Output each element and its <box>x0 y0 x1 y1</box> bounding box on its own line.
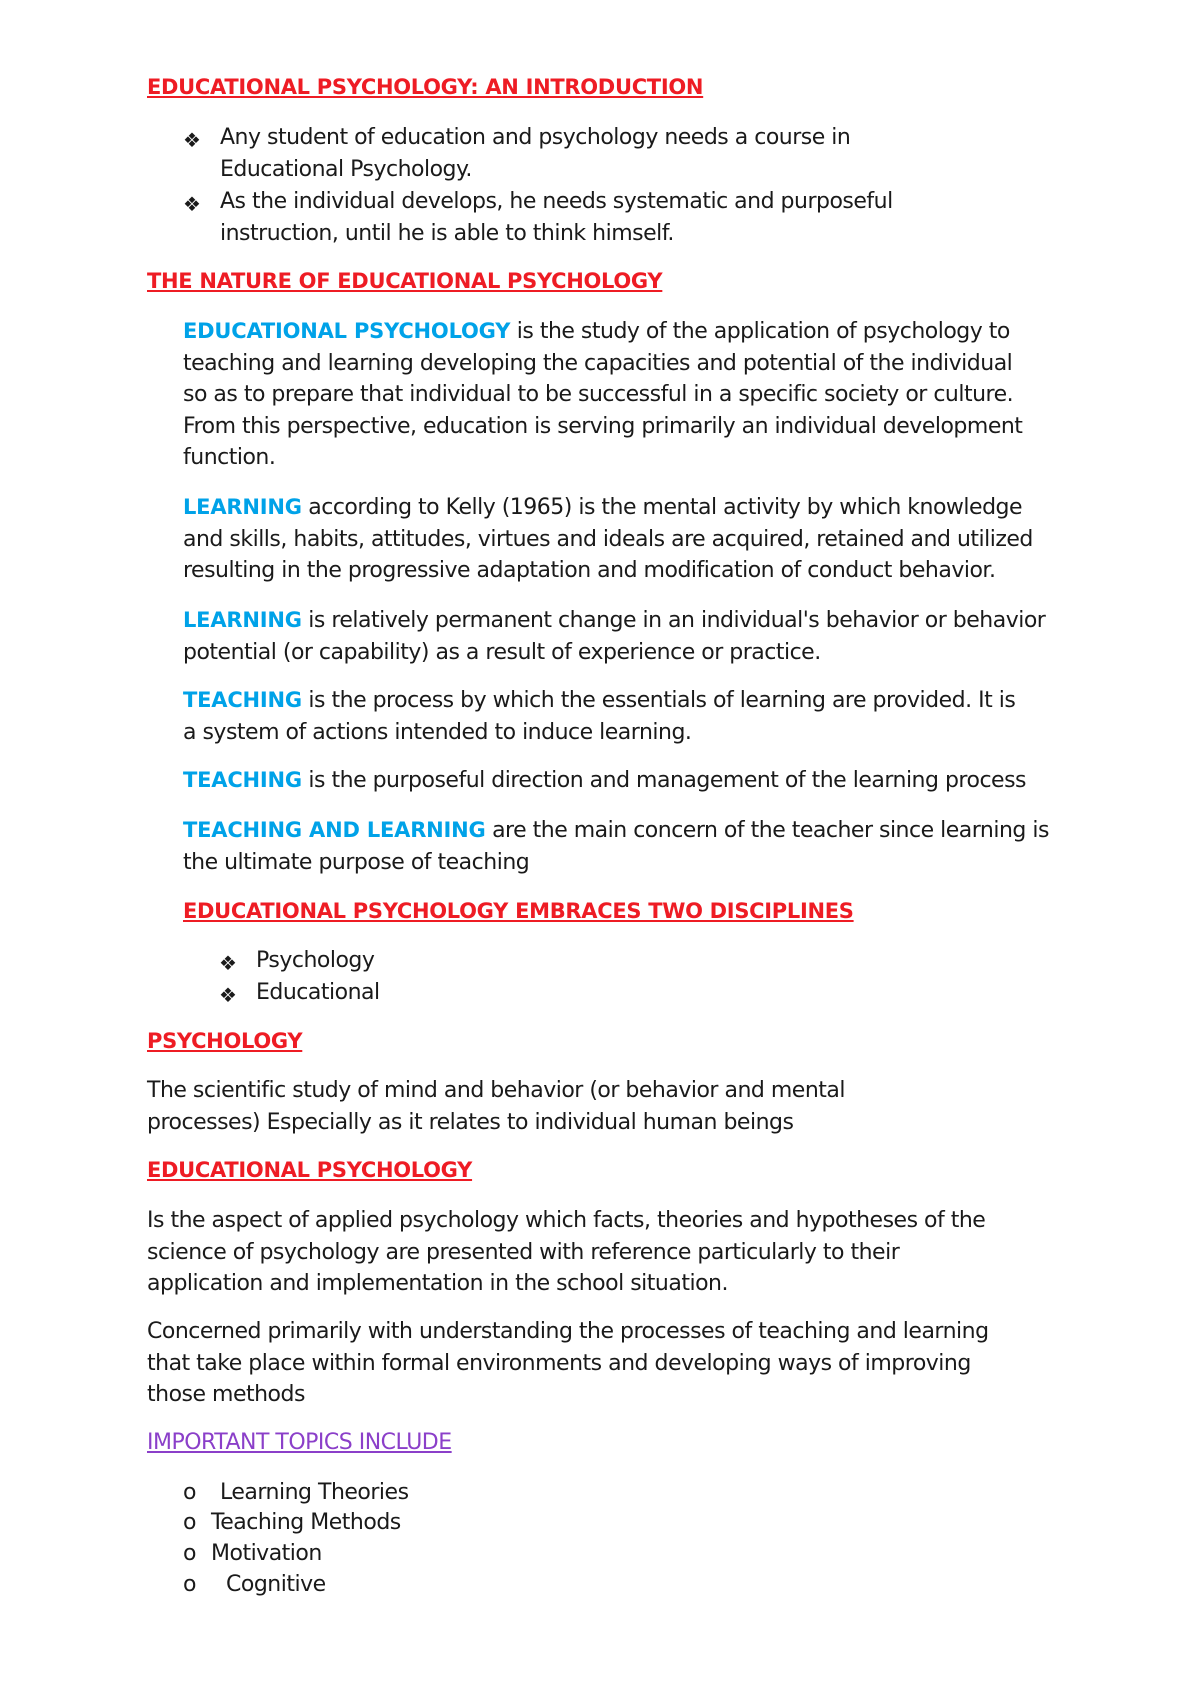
text-line: instruction, until he is able to think himself. <box>220 220 674 246</box>
definition-text: are the main concern of the teacher since learning is <box>485 818 1049 843</box>
psychology-heading: PSYCHOLOGY <box>147 1029 303 1053</box>
discipline-item: Educational <box>256 980 380 1005</box>
definition-term: EDUCATIONAL PSYCHOLOGY <box>183 319 511 343</box>
edpsych-paragraph-2 <box>147 1316 989 1411</box>
text-line: Is the aspect of applied psychology which facts, theories and hypotheses of the <box>147 1208 986 1233</box>
bullet-icon: ❖ <box>183 128 201 152</box>
nature-heading: THE NATURE OF EDUCATIONAL PSYCHOLOGY <box>147 269 663 293</box>
text-line: science of psychology are presented with reference particularly to their <box>147 1239 900 1265</box>
topics-heading: IMPORTANT TOPICS INCLUDE <box>147 1430 452 1455</box>
text-line: Educational Psychology. <box>220 156 472 182</box>
text-line: the ultimate purpose of teaching <box>183 849 530 875</box>
topic-item: Cognitive <box>226 1572 326 1597</box>
definition-learning-change <box>183 605 1045 668</box>
definition-learning-kelly <box>183 492 1033 587</box>
text-line: a system of actions intended to induce learning. <box>183 719 692 745</box>
text-line: function. <box>183 445 276 470</box>
definition-text: is the study of the application of psychology to <box>510 319 1010 344</box>
intro-bullet-1 <box>220 122 850 185</box>
topic-item: Teaching Methods <box>211 1510 401 1535</box>
definition-text: is the process by which the essentials of learning are provided. It is <box>301 688 1016 713</box>
text-line: teaching and learning developing the capacities and potential of the individual <box>183 350 1013 376</box>
intro-bullet-2 <box>220 186 893 249</box>
psychology-definition <box>147 1075 845 1138</box>
edpsych-paragraph-1 <box>147 1205 985 1300</box>
intro-heading: EDUCATIONAL PSYCHOLOGY: AN INTRODUCTION <box>147 75 704 99</box>
definition-educational-psychology <box>183 316 1022 474</box>
definition-text: is relatively permanent change in an individual's behavior or behavior <box>301 608 1046 633</box>
list-marker: o <box>183 1541 196 1566</box>
bullet-icon: ❖ <box>183 192 201 216</box>
definition-term: TEACHING AND LEARNING <box>183 818 486 842</box>
definition-term: LEARNING <box>183 608 302 632</box>
text-line: those methods <box>147 1382 305 1407</box>
topic-item: Learning Theories <box>220 1480 409 1505</box>
text-line: that take place within formal environments and developing ways of improving <box>147 1350 971 1376</box>
text-line: The scientific study of mind and behavior (or behavior and mental <box>147 1078 845 1103</box>
text-line: application and implementation in the school situation. <box>147 1271 728 1296</box>
text-line: Concerned primarily with understanding the processes of teaching and learning <box>147 1319 989 1344</box>
topic-item: Motivation <box>211 1541 322 1566</box>
definition-term: LEARNING <box>183 495 302 519</box>
text-line: and skills, habits, attitudes, virtues and ideals are acquired, retained and utilized <box>183 526 1033 552</box>
definition-term: TEACHING <box>183 688 302 712</box>
definition-teaching-direction <box>183 765 1026 797</box>
text-line: so as to prepare that individual to be successful in a specific society or culture. <box>183 382 1014 407</box>
text-line: processes) Especially as it relates to individual human beings <box>147 1109 794 1135</box>
definition-teaching-process <box>183 685 1015 748</box>
definition-text: is the purposeful direction and management of the learning process <box>301 768 1026 793</box>
text-line: potential (or capability) as a result of experience or practice. <box>183 639 821 665</box>
text-line: resulting in the progressive adaptation and modification of conduct behavior. <box>183 558 996 583</box>
text-line: As the individual develops, he needs systematic and purposeful <box>220 189 893 214</box>
text-line: Any student of education and psychology needs a course in <box>220 125 851 150</box>
bullet-icon: ❖ <box>219 983 237 1007</box>
list-marker: o <box>183 1572 196 1597</box>
definition-term: TEACHING <box>183 768 302 792</box>
discipline-item: Psychology <box>256 948 375 973</box>
definition-text: according to Kelly (1965) is the mental activity by which knowledge <box>301 495 1023 520</box>
disciplines-heading: EDUCATIONAL PSYCHOLOGY EMBRACES TWO DISCIPLINES <box>183 899 854 923</box>
text-line: From this perspective, education is serving primarily an individual development <box>183 413 1023 439</box>
edpsych-heading: EDUCATIONAL PSYCHOLOGY <box>147 1158 473 1182</box>
bullet-icon: ❖ <box>219 951 237 975</box>
list-marker: o <box>183 1510 196 1535</box>
definition-teaching-and-learning <box>183 815 1049 878</box>
list-marker: o <box>183 1480 196 1505</box>
